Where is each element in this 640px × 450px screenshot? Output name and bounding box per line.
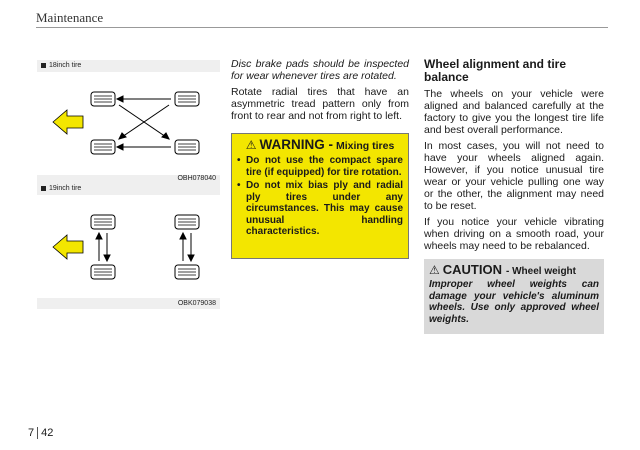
caution-header — [429, 262, 599, 277]
warning-box — [231, 133, 409, 259]
alignment-paragraph: If you notice your vehicle vibrating when driving on a smooth road, your wheels may need to be rebalanced. — [424, 216, 604, 252]
forward-direction-icon — [53, 235, 83, 259]
figure-canvas — [37, 195, 220, 298]
figure-label-text: 18inch tire — [49, 62, 82, 69]
alignment-text-column — [424, 58, 604, 256]
warning-triangle-icon: ⚠ — [245, 138, 257, 152]
figure-19inch — [37, 183, 220, 309]
alignment-heading: Wheel alignment and tire balance — [424, 57, 567, 84]
figure-code: OBH078040 — [177, 175, 216, 182]
page-number-value: 42 — [41, 427, 54, 439]
forward-direction-icon — [53, 110, 83, 134]
caution-subtitle: - Wheel weight — [505, 266, 576, 277]
caution-triangle-icon: ⚠ — [429, 263, 440, 277]
figure-code: OBK079038 — [177, 300, 216, 307]
page-number-divider — [37, 427, 38, 439]
rotation-text-column — [231, 58, 409, 122]
caution-box — [424, 259, 604, 334]
alignment-paragraph: The wheels on your vehicle were aligned and balanced carefully at the factory to give you the longest tire life and best overall performance. — [424, 88, 604, 136]
warning-title: WARNING - — [259, 137, 333, 152]
alignment-paragraph: In most cases, you will not need to have your wheels aligned again. However, if you notice unusual tire wear or your vehicle pulling one way or the other, the alignment may need to be reset. — [424, 140, 604, 212]
chapter-number: 7 — [28, 427, 35, 439]
radial-tire-note: Rotate radial tires that have an asymmetric tread pattern only from front to rear and not from right to left. — [231, 86, 409, 122]
rotation-diagram-x — [37, 72, 220, 175]
brake-pad-note: Disc brake pads should be inspected for wear whenever tires are rotated. — [231, 58, 409, 82]
figure-canvas — [37, 72, 220, 175]
warning-subtitle: Mixing tires — [335, 140, 395, 152]
square-bullet-icon — [41, 63, 46, 68]
figure-label — [41, 62, 81, 69]
figure-label — [41, 185, 81, 192]
warning-header — [237, 137, 403, 152]
rotation-diagram-front-rear — [37, 195, 220, 298]
figure-18inch — [37, 60, 220, 184]
caution-title: CAUTION — [442, 262, 502, 277]
caution-body: Improper wheel weights can damage your vehicle's aluminum wheels. Use only approved wheel weights. — [429, 279, 599, 325]
page-number — [28, 427, 53, 439]
header-divider — [36, 27, 608, 28]
section-title: Maintenance — [36, 10, 104, 25]
warning-list — [237, 155, 403, 238]
warning-item: • Do not use the compact spare tire (if equipped) for tire rotation. — [237, 155, 403, 178]
square-bullet-icon — [41, 186, 46, 191]
figure-label-text: 19inch tire — [49, 185, 82, 192]
warning-item: • Do not mix bias ply and radial ply tires under any circumstances. This may cause unusual handling characteristics. — [237, 180, 403, 238]
